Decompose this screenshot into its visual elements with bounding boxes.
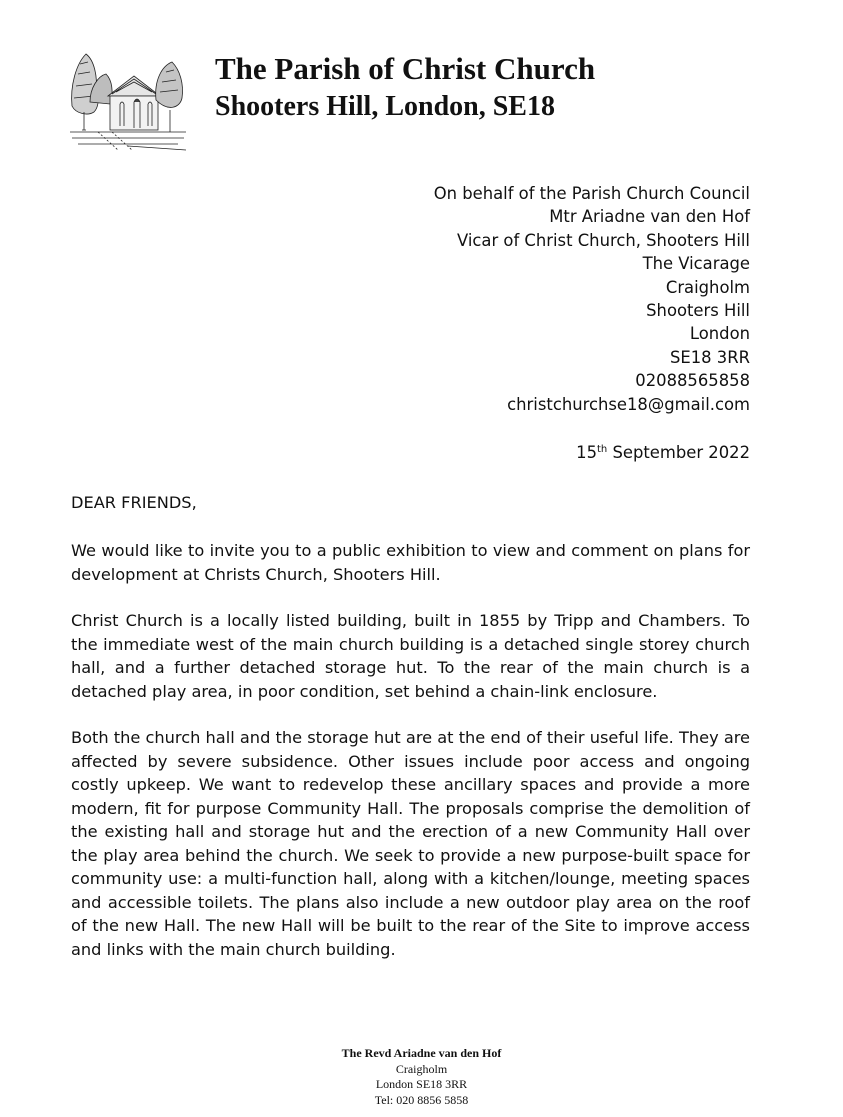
date-rest: September 2022 [607,443,750,462]
sender-line: On behalf of the Parish Church Council [433,184,750,203]
letterhead-title: The Parish of Christ Church [215,51,596,86]
footer-address-line: Craigholm [395,1061,448,1076]
sender-line: Craigholm [665,277,750,297]
footer-name: The Revd Ariadne van den Hof [341,1046,502,1060]
letterhead-subtitle: Shooters Hill, London, SE18 [215,91,555,122]
sender-line: SE18 3RR [669,347,750,367]
footer-address-line: London SE18 3RR [375,1077,468,1091]
letter-paragraph-3: Both the church hall and the storage hut are at the end of their useful life. They are affected by severe subsidence. Other issues include poor access and ongoing costly upkeep. We want to redevelop these ancillary spaces and provide a more modern, fit for purpose Community Hall. The proposals comprise the demolition of the existing hall and storage hut and the erection of a new Community Hall over the play area behind the church. We seek to provide a new purpose-built space for community use: a multi-function hall, along with a kitchen/lounge, meeting spaces and accessible toilets. The plans also include a new outdoor play area on the roof of the new Hall. The new Hall will be built to the rear of the Site to improve access and links with the main church building. [71,728,750,959]
sender-line: The Vicarage [642,254,750,274]
date-day: 15 [576,443,597,462]
letter-footer [0,1046,843,1108]
letter-paragraph-2: Christ Church is a locally listed building, built in 1855 by Tripp and Chambers. To the immediate west of the main church building is a detached single storey church hall, and a further detached storage hut. To the rear of the main church is a detached play area, in poor condition, set behind a chain-link enclosure. [71,611,750,701]
sender-line: Mtr Ariadne van den Hof [549,207,750,227]
sender-line: Vicar of Christ Church, Shooters Hill [457,230,750,250]
footer-phone: Tel: 020 8856 5858 [374,1092,469,1107]
date-suffix: th [597,444,608,455]
sender-address-block [434,182,750,416]
sender-email: christchurchse18@gmail.com [507,394,750,414]
letter-date [576,441,750,464]
church-drawing-icon [68,46,188,154]
sender-phone: 02088565858 [635,371,750,391]
letter-greeting: DEAR FRIENDS, [71,493,197,512]
sender-line: Shooters Hill [646,301,750,321]
sender-line: London [689,324,750,344]
letter-paragraph-1: We would like to invite you to a public exhibition to view and comment on plans for development at Christs Church, Shooters Hill. [71,541,750,584]
